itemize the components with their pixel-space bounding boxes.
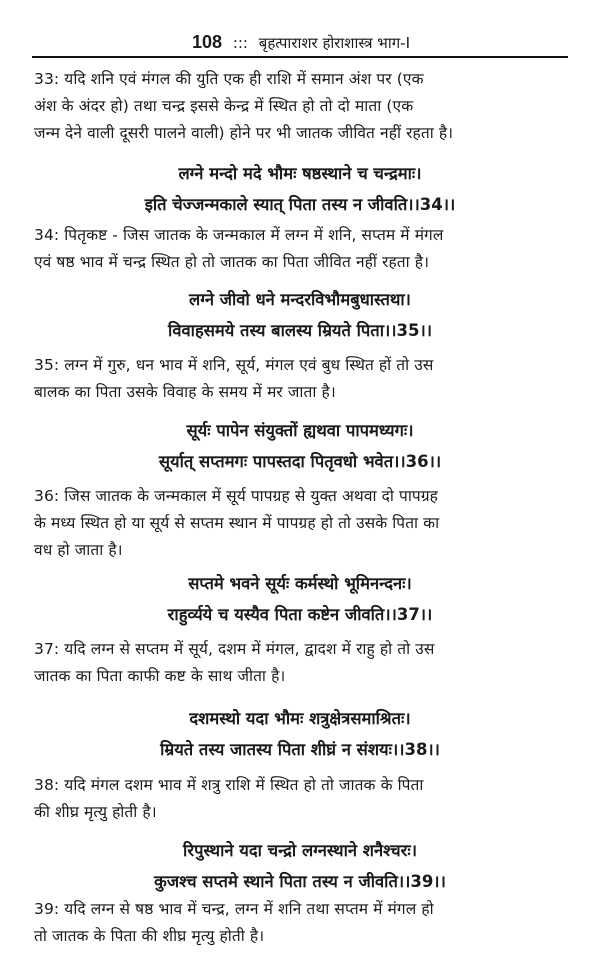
verse-line: दशमस्थो यदा भौमः शत्रुक्षेत्रसमाश्रितः। [189,709,411,728]
text-line: के मध्य स्थित हो या सूर्य से सप्तम स्थान में पापग्रह हो तो उसके पिता का [34,514,440,532]
verse-line: राहुर्व्यये च यस्यैव पिता कष्टेन जीवति।।37।। [167,605,433,624]
verse-line: म्रियते तस्य जातस्य पिता शीघ्रं न संशयः।।38।। [160,740,440,759]
verse-line: सूर्यात् सप्तमगः पापस्तदा पितृवधो भवेत।।36।। [158,452,442,471]
verse-38 [34,703,566,765]
verse-line: सूर्यः पापेन संयुक्तों ह्यथवा पापमध्यगः। [186,421,414,440]
verse-39 [34,835,566,897]
text-line: 34: पितृकष्ट - जिस जातक के जन्मकाल में लग्न में शनि, सप्तम में मंगल [34,226,444,244]
header-separator: ::: [232,34,248,52]
header-rule [32,56,568,58]
text-line: 36: जिस जातक के जन्मकाल में सूर्य पापग्रह से युक्त अथवा दो पापग्रह [34,487,439,505]
text-line: तो जातक के पिता की शीघ्र मृत्यु होती है। [34,927,265,945]
text-line: 33: यदि शनि एवं मंगल की युति एक ही राशि में समान अंश पर (एक [34,70,424,88]
text-line: की शीघ्र मृत्यु होती है। [34,803,157,821]
verse-line: लग्ने मन्दो मदे भौमः षष्ठस्थाने च चन्द्रमाः। [178,164,422,183]
verse-line: विवाहसमये तस्य बालस्य म्रियते पिता।।35।। [168,321,432,340]
commentary-39 [34,896,566,950]
text-line: 38: यदि मंगल दशम भाव में शत्रु राशि में स्थित हो तो जातक के पिता [34,776,424,794]
verse-35 [34,284,566,346]
verse-line: लग्ने जीवो धने मन्दरविभौमबुधास्तथा। [189,290,411,309]
verse-37 [34,568,566,630]
text-line: 39: यदि लग्न से षष्ठ भाव में चन्द्र, लग्न में शनि तथा सप्तम में मंगल हो [34,900,434,918]
commentary-33 [34,66,566,147]
verse-line: सप्तमे भवने सूर्यः कर्मस्थो भूमिनन्दनः। [188,574,412,593]
verse-line: रिपुस्थाने यदा चन्द्रो लग्नस्थाने शनैश्चरः। [183,841,417,860]
text-line: एवं षष्ठ भाव में चन्द्र स्थित हो तो जातक का पिता जीवित नहीं रहता है। [34,253,430,271]
text-line: 37: यदि लग्न से सप्तम में सूर्य, दशम में मंगल, द्वादश में राहु हो तो उस [34,640,435,658]
text-line: जन्म देने वाली दूसरी पालने वाली) होने पर भी जातक जीवित नहीं रहता है। [34,124,454,142]
text-line: बालक का पिता उसके विवाह के समय में मर जाता है। [34,383,336,401]
commentary-35 [34,352,566,406]
verse-line: इति चेज्जन्मकाले स्यात् पिता तस्य न जीवति।।34।। [144,195,456,214]
commentary-37 [34,636,566,690]
verse-34 [34,158,566,220]
verse-line: कुजश्च सप्तमे स्थाने पिता तस्य न जीवति।।39।। [154,872,446,891]
verse-36 [34,415,566,477]
page-number: 108 [192,32,223,52]
book-title: बृहत्पाराशर होराशास्त्र भाग-I [258,34,410,52]
text-line: 35: लग्न में गुरु, धन भाव में शनि, सूर्य, मंगल एवं बुध स्थित हों तो उस [34,356,434,374]
text-line: जातक का पिता काफी कष्ट के साथ जीता है। [34,667,286,685]
page-header [34,32,568,53]
text-line: अंश के अंदर हो) तथा चन्द्र इससे केन्द्र में स्थित हो तो दो माता (एक [34,97,414,115]
commentary-36 [34,483,566,564]
text-line: वध हो जाता है। [34,541,123,559]
commentary-38 [34,772,566,826]
commentary-34 [34,222,566,276]
